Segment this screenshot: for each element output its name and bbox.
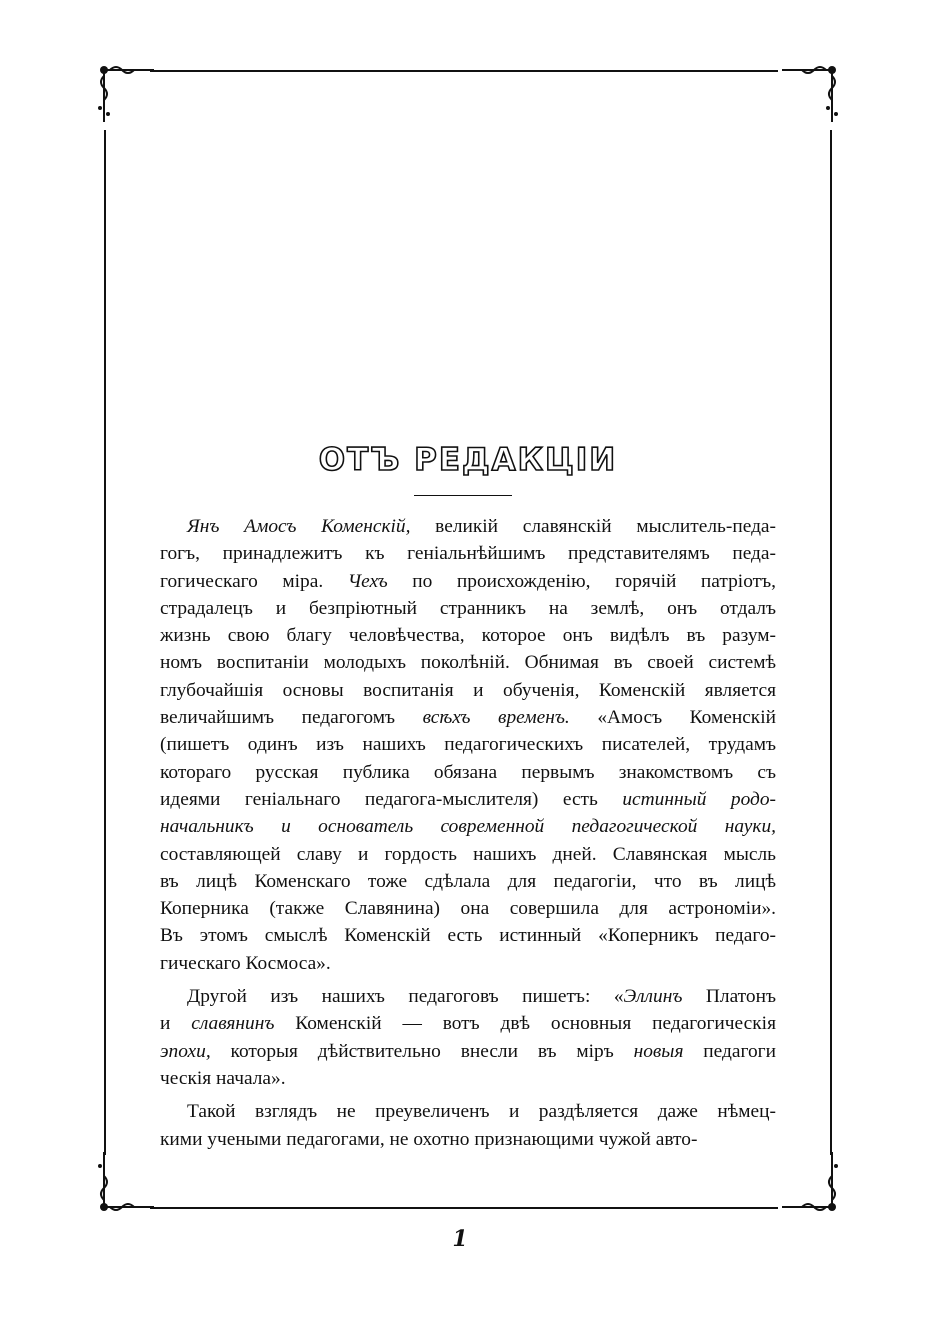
text-line [160,1038,776,1065]
paragraph [160,983,776,1092]
text-line [160,841,776,868]
text-line [160,895,776,922]
text-line [160,1098,776,1125]
text-line [160,1010,776,1037]
text-line [160,983,776,1010]
text-run: Другой изъ нашихъ педагоговъ пишетъ: « [187,986,624,1008]
text-line [160,868,776,895]
text-run: глубочайшія основы воспитанія и обученія, Коменскій является [160,679,776,701]
text-run: Платонъ [682,986,776,1008]
text-run: въ лицѣ Коменскаго тоже сдѣлала для педагогіи, что въ лицѣ [160,870,776,892]
italic-text-run: славянинъ [191,1013,275,1035]
text-run: ческія начала». [160,1067,286,1089]
italic-text-run: Чехъ [347,570,388,592]
text-run: и [160,1013,192,1035]
text-line [160,813,776,840]
paragraph [160,1098,776,1153]
text-line [160,595,776,622]
text-run: (пишетъ одинъ изъ нашихъ педагогическихъ писателей, трудамъ [160,734,776,756]
text-run: составляющей славу и гордость нашихъ дней. Славянская мысль [160,843,776,865]
text-line [160,649,776,676]
italic-text-run: истинный родо- [622,788,777,810]
italic-text-run: новыя [633,1040,684,1062]
frame-bottom-rule [150,1207,778,1209]
text-run: кими учеными педагогами, не охотно признающими чужой авто- [160,1128,698,1150]
body-text [160,513,776,1159]
text-run: котораго русская публика обязана первымъ знакомствомъ съ [160,761,776,783]
italic-text-run: всѣхъ временъ. [422,707,570,729]
text-line [160,759,776,786]
text-line [160,1065,776,1092]
text-line [160,568,776,595]
text-run: идеями геніальнаго педагога-мыслителя) есть [160,788,623,810]
text-line [160,922,776,949]
corner-ornament-icon [94,62,154,122]
frame-left-rule [104,130,106,1155]
frame-right-rule [830,130,832,1155]
text-line [160,731,776,758]
text-line [160,704,776,731]
text-line [160,1126,776,1153]
text-run: «Амосъ Коменскій [569,707,776,729]
text-run: номъ воспитаніи молодыхъ поколѣній. Обнимая въ своей системѣ [160,652,776,674]
text-run: по происхожденію, горячій патріотъ, [387,570,776,592]
text-line [160,513,776,540]
paragraph [160,513,776,977]
italic-text-run: эпохи, [160,1040,211,1062]
corner-ornament-icon [782,1152,842,1212]
text-run: великій славянскій мыслитель-педа- [410,516,776,537]
text-line [160,540,776,567]
text-run: гическаго Космоса». [160,952,331,974]
text-run: Въ этомъ смыслѣ Коменскій есть истинный «Коперникъ педаго- [160,925,776,947]
text-line [160,677,776,704]
text-run: жизнь свою благу человѣчества, которое онъ видѣлъ въ разум- [160,625,776,647]
text-run: педагоги [683,1040,777,1062]
text-run: величайшимъ педагогомъ [160,707,423,729]
text-run: Коменскій — вотъ двѣ основныя педагогическія [274,1013,776,1035]
text-run: гогъ, принадлежитъ къ геніальнѣйшимъ представителямъ педа- [160,543,776,565]
corner-ornament-icon [782,62,842,122]
text-run: Коперника (также Славянина) она совершила для астрономіи». [160,898,776,920]
page-number: 1 [452,1226,468,1252]
text-run: страдалецъ и безпріютный странникъ на землѣ, онъ отдалъ [160,597,776,619]
italic-text-run: Эллинъ [623,986,683,1008]
text-line [160,786,776,813]
text-run: гогическаго міра. [160,570,348,592]
italic-text-run: начальникъ и основатель современной педагогической науки, [160,816,776,838]
title-divider [414,495,512,496]
text-run: Такой взглядъ не преувеличенъ и раздѣляется даже нѣмец- [187,1101,776,1123]
text-run: которыя дѣйствительно внесли въ міръ [210,1040,634,1062]
italic-text-run: Янъ Амосъ Коменскій, [187,516,411,537]
text-line [160,950,776,977]
text-line [160,622,776,649]
page-title: ОТЪ РЕДАКЦІИ [318,442,618,478]
frame-top-rule [150,70,778,72]
corner-ornament-icon [94,1152,154,1212]
